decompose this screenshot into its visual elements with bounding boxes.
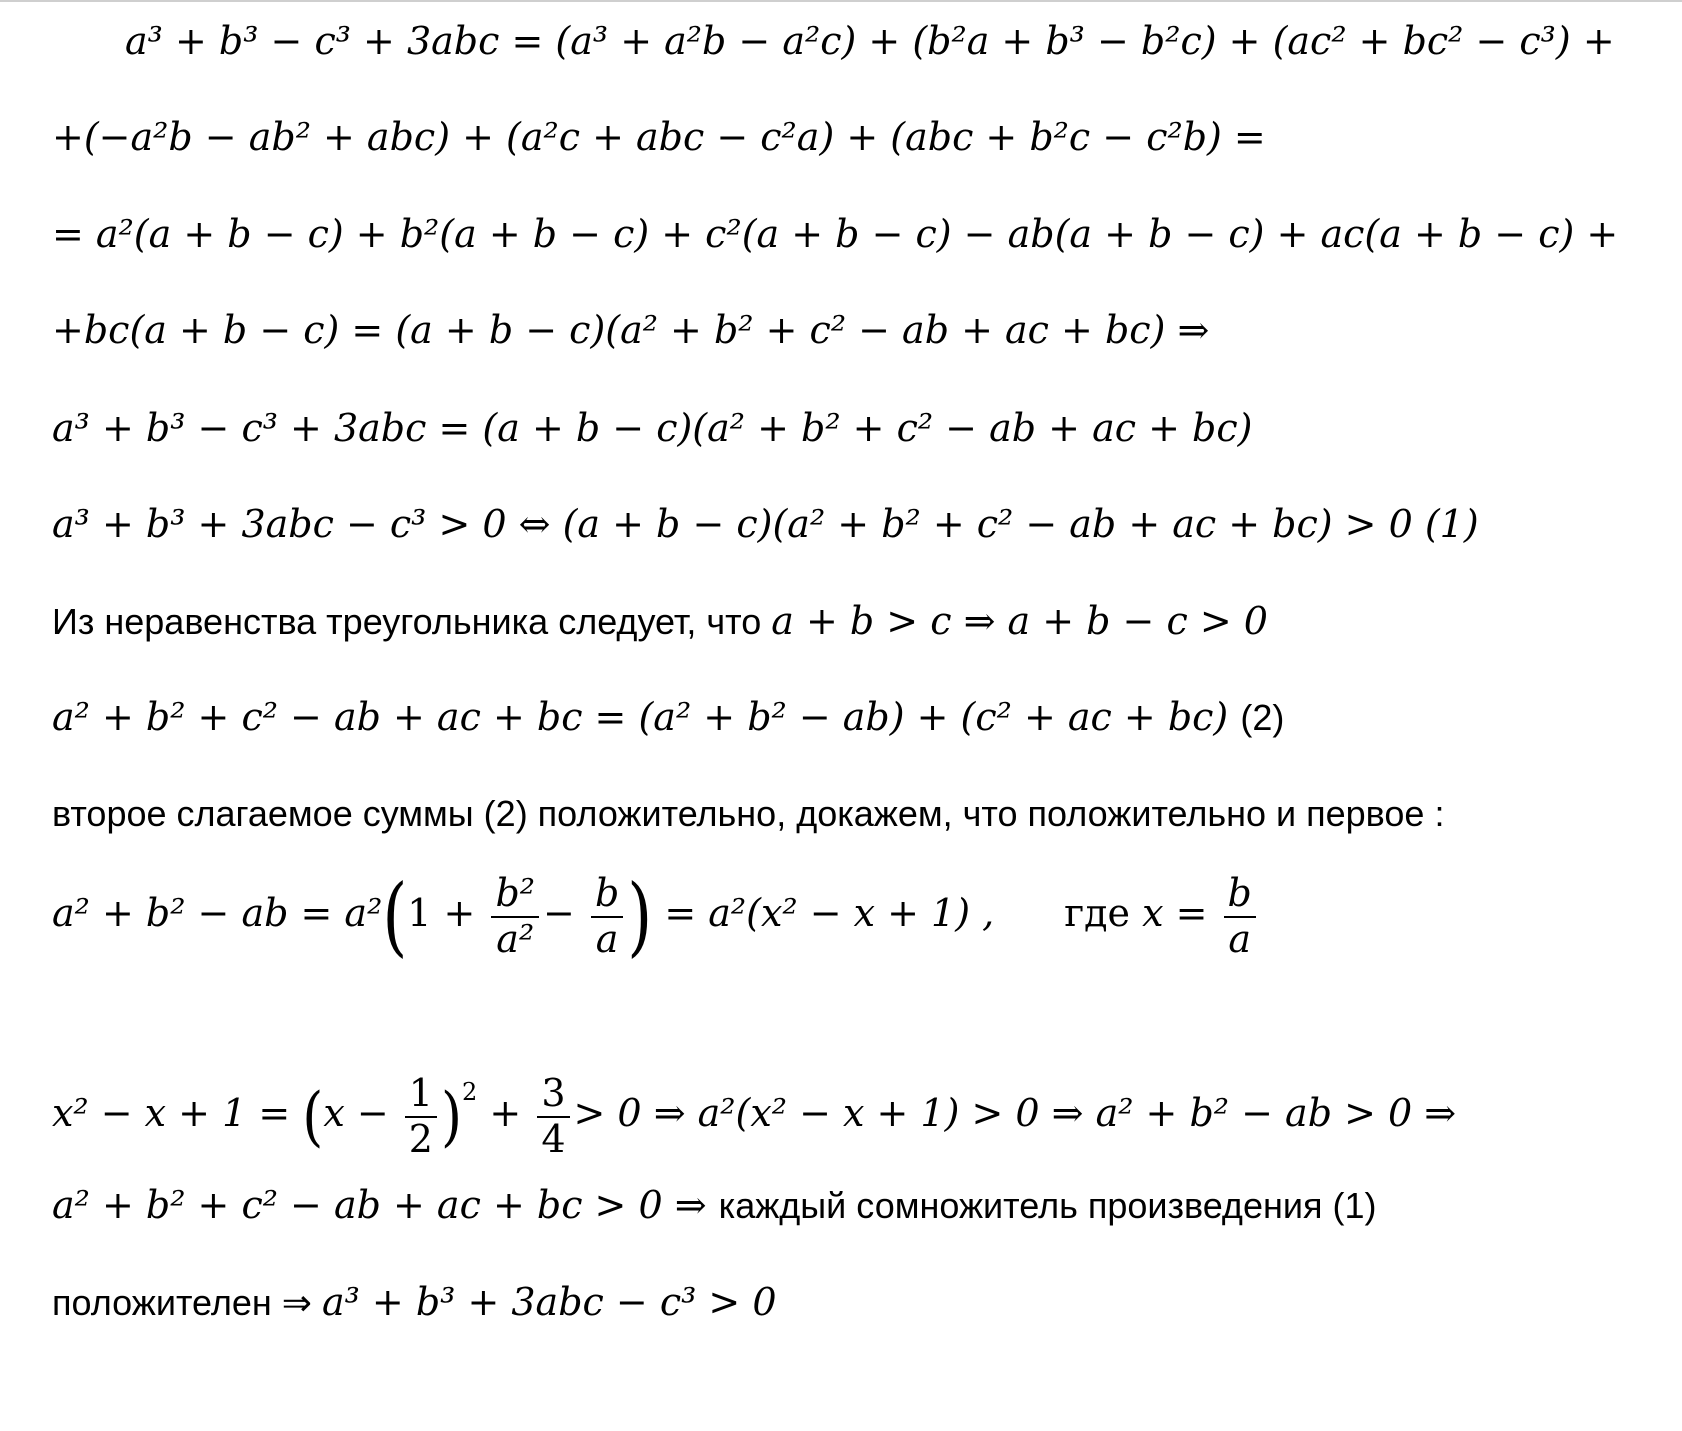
equation-line-4	[52, 305, 1209, 355]
equation-tag: (2)	[1240, 697, 1285, 738]
inner-expression: x −	[323, 1091, 401, 1135]
fraction-b-over-a	[591, 870, 623, 961]
equation-line-12	[52, 1180, 1376, 1231]
fraction-numerator: b	[591, 874, 623, 918]
statement-line	[52, 789, 1444, 839]
where-word: где	[1064, 891, 1143, 935]
equation-text: = a²(a + b − c) + b²(a + b − c) + c²(a + b − c) − ab(a + b − c) + ac(a + b − c) +	[52, 212, 1619, 256]
equation-text: +(−a²b − ab² + abc) + (a²c + abc − c²a) + (abc + b²c − c²b) =	[52, 115, 1266, 159]
left-paren: (	[382, 866, 408, 967]
equation-line-2	[52, 112, 1266, 162]
triangle-inequality-line	[52, 596, 1268, 647]
equation-lhs: x² − x + 1 =	[52, 1091, 303, 1135]
equation-rhs: > 0 ⇒ a²(x² − x + 1) > 0 ⇒ a² + b² − ab > 0 ⇒	[573, 1091, 1457, 1135]
russian-text: Из неравенства треугольника следует, что	[52, 601, 772, 642]
one-plus: 1 +	[407, 891, 488, 935]
russian-text: второе слагаемое суммы (2) положительно, докажем, что положительно и первое :	[52, 793, 1445, 834]
russian-text: положителен ⇒	[52, 1282, 322, 1323]
equation-line-1	[125, 16, 1615, 66]
equation-text: a² + b² + c² − ab + ac + bc > 0 ⇒	[52, 1183, 719, 1227]
equation-text: a² + b² + c² − ab + ac + bc = (a² + b² − ab) + (c² + ac + bc)	[52, 695, 1241, 739]
equation-text: +bc(a + b − c) = (a + b − c)(a² + b² + c² − ab + ac + bc) ⇒	[52, 308, 1210, 352]
equation-line-11	[52, 1047, 1456, 1159]
equation-text: a³ + b³ − c³ + 3abc = (a + b − c)(a² + b² + c² − ab + ac + bc)	[52, 406, 1253, 450]
fraction-numerator: b	[1224, 874, 1256, 918]
right-paren: )	[440, 1078, 463, 1154]
equation-lhs: a² + b² − ab = a²	[52, 891, 383, 935]
equation-line-5	[52, 403, 1252, 453]
equation-line-6	[52, 499, 1479, 549]
minus-sign: −	[543, 891, 587, 935]
fraction-three-quarters	[537, 1070, 569, 1161]
equation-line-8	[52, 692, 1284, 743]
fraction-one-half	[405, 1070, 437, 1161]
exponent: 2	[462, 1078, 478, 1106]
equation-rhs: = a²(x² − x + 1) ,	[652, 891, 995, 935]
russian-text: каждый сомножитель произведения (1)	[718, 1185, 1377, 1226]
left-paren: (	[302, 1078, 324, 1154]
fraction-denominator: a	[595, 916, 619, 961]
fraction-numerator: b²	[491, 874, 539, 918]
equation-line-3	[52, 209, 1618, 259]
right-paren: )	[627, 866, 653, 967]
where-variable: x =	[1142, 891, 1220, 935]
conclusion-line	[52, 1277, 777, 1328]
fraction-b2-over-a2	[491, 870, 539, 961]
equation-line-10	[52, 866, 1260, 967]
inline-formula: a³ + b³ + 3abc − c³ > 0	[321, 1280, 777, 1324]
fraction-denominator: 4	[541, 1116, 566, 1161]
equation-text: a³ + b³ + 3abc − c³ > 0 ⇔ (a + b − c)(a² + b² + c² − ab + ac + bc) > 0 (1)	[52, 502, 1479, 546]
fraction-numerator: 3	[537, 1074, 569, 1118]
inline-formula: a + b > c ⇒ a + b − c > 0	[771, 599, 1268, 643]
fraction-numerator: 1	[405, 1074, 437, 1118]
plus-sign: +	[477, 1091, 534, 1135]
fraction-x-definition	[1224, 870, 1256, 961]
fraction-denominator: a²	[496, 916, 535, 961]
equation-text: a³ + b³ − c³ + 3abc = (a³ + a²b − a²c) + (b²a + b³ − b²c) + (ac² + bc² − c³) +	[125, 19, 1615, 63]
fraction-denominator: a	[1228, 916, 1252, 961]
fraction-denominator: 2	[408, 1116, 433, 1161]
